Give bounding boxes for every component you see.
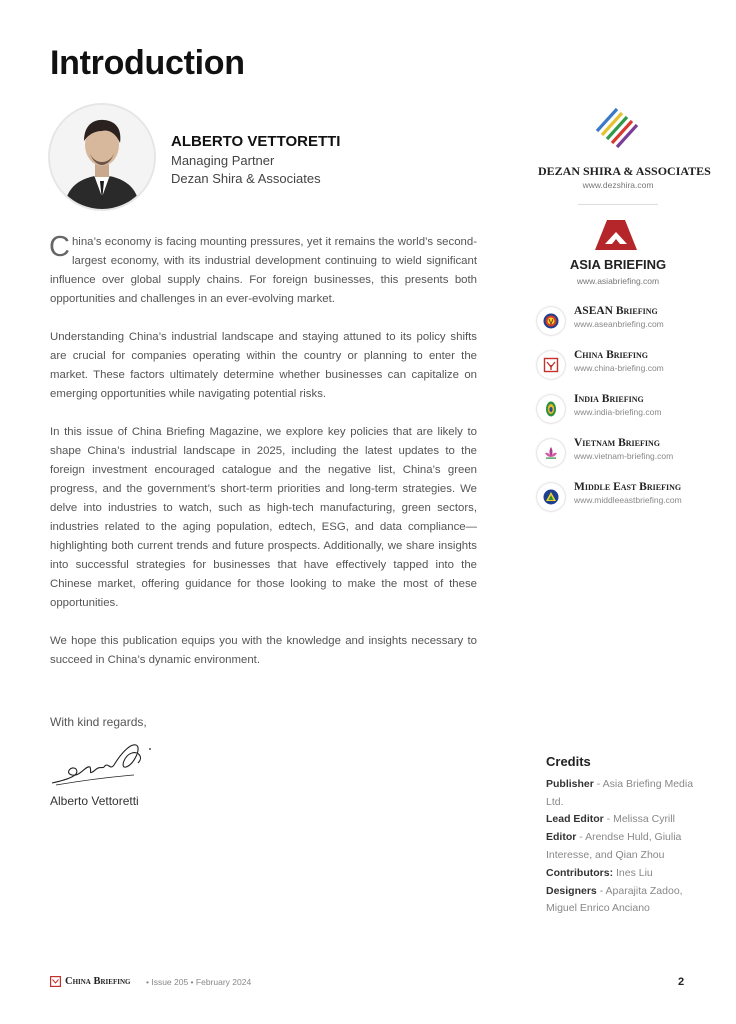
brand-url[interactable]: www.china-briefing.com bbox=[574, 363, 664, 373]
brand-name: India Briefing bbox=[574, 393, 644, 405]
paragraph-4: We hope this publication equips you with the knowledge and insights necessary to succeed in China’s dynamic environment. bbox=[50, 635, 477, 666]
brand-india[interactable] bbox=[537, 393, 727, 427]
asia-briefing-name: ASIA BRIEFING bbox=[569, 257, 667, 272]
credits-block bbox=[546, 753, 696, 918]
vietnam-icon bbox=[537, 439, 565, 467]
dezan-shira-name: DEZAN SHIRA & ASSOCIATES bbox=[538, 164, 711, 178]
asia-briefing-url[interactable]: www.asiabriefing.com bbox=[576, 276, 660, 286]
dezan-shira-logo-icon bbox=[591, 105, 641, 150]
brand-name: China Briefing bbox=[574, 349, 648, 361]
brand-url[interactable]: www.middleeastbriefing.com bbox=[574, 495, 682, 505]
brand-url[interactable]: www.aseanbriefing.com bbox=[574, 319, 664, 329]
footer-brand: China Briefing bbox=[65, 976, 131, 987]
china-icon bbox=[537, 351, 565, 379]
author-portrait-icon bbox=[50, 105, 154, 209]
brand-name: Vietnam Briefing bbox=[574, 437, 660, 449]
brand-url[interactable]: www.vietnam-briefing.com bbox=[574, 451, 674, 461]
paragraph-3: In this issue of China Briefing Magazine, we explore key policies that are likely to shape China’s industrial landscape in 2025, including the latest updates to the foreign investment encouraged catalogue and the negative list, China’s green progress, and the government’s short-term priorities and long-term strategies. We delve into industries to watch, such as high-tech manufacturing, green sectors, industries related to the aging population, edtech, ESG, and data compliance—highlighting both current trends and future prospects. Additionally, we share insights into successful strategies for businesses that have effectively tapped into the Chinese market, offering guidance for those looking to make the most of these opportunities. bbox=[50, 426, 477, 609]
brand-name: ASEAN Briefing bbox=[574, 305, 658, 317]
china-briefing-footer-icon bbox=[50, 976, 61, 987]
author-firm: Dezan Shira & Associates bbox=[171, 171, 321, 186]
credits-title: Credits bbox=[546, 754, 591, 769]
footer-issue: • Issue 205 • February 2024 bbox=[146, 977, 252, 987]
drop-cap: C bbox=[49, 231, 70, 263]
signature-icon bbox=[50, 735, 160, 790]
credit-lead-editor: Lead Editor - Melissa Cyrill bbox=[546, 813, 675, 826]
brand-china[interactable] bbox=[537, 349, 727, 383]
credit-contributors: Contributors: Ines Liu bbox=[546, 866, 653, 879]
article-body bbox=[50, 233, 477, 689]
closing-regards: With kind regards, bbox=[50, 715, 147, 729]
brand-name: Middle East Briefing bbox=[574, 481, 682, 493]
page-number: 2 bbox=[678, 976, 685, 988]
india-icon bbox=[537, 395, 565, 423]
page-title: Introduction bbox=[50, 44, 245, 82]
author-role: Managing Partner bbox=[171, 153, 275, 168]
author-photo bbox=[50, 105, 154, 209]
dezan-shira-url[interactable]: www.dezshira.com bbox=[582, 180, 654, 190]
author-name: ALBERTO VETTORETTI bbox=[171, 133, 341, 150]
brand-asean[interactable] bbox=[537, 305, 727, 339]
brand-url[interactable]: www.india-briefing.com bbox=[574, 407, 662, 417]
sidebar-divider bbox=[578, 204, 658, 205]
brand-middle-east[interactable] bbox=[537, 481, 727, 515]
credit-designers: Designers - Aparajita Zadoo, Miguel Enrico Anciano bbox=[546, 884, 683, 915]
credit-publisher: Publisher - Asia Briefing Media Ltd. bbox=[546, 777, 694, 808]
paragraph-1: China’s economy is facing mounting pressures, yet it remains the world’s second-largest economy, with its industrial development continuing to wield significant influence over global supply chains. For foreign businesses, this presents both opportunities and challenges in an ever-evolving market. bbox=[49, 231, 477, 305]
signer-name: Alberto Vettoretti bbox=[50, 794, 139, 808]
middle-east-icon bbox=[537, 483, 565, 511]
brand-vietnam[interactable] bbox=[537, 437, 727, 471]
asia-briefing-logo-icon bbox=[591, 214, 641, 254]
credit-editor: Editor - Arendse Huld, Giulia Interesse, and Qian Zhou bbox=[546, 831, 682, 861]
paragraph-2: Understanding China’s industrial landscape and staying attuned to its policy shifts are crucial for companies operating within the country or planning to enter the market. These factors ultimately determine whether businesses can capitalize on emerging opportunities while navigating potential risks. bbox=[50, 331, 477, 400]
asean-icon bbox=[537, 307, 565, 335]
